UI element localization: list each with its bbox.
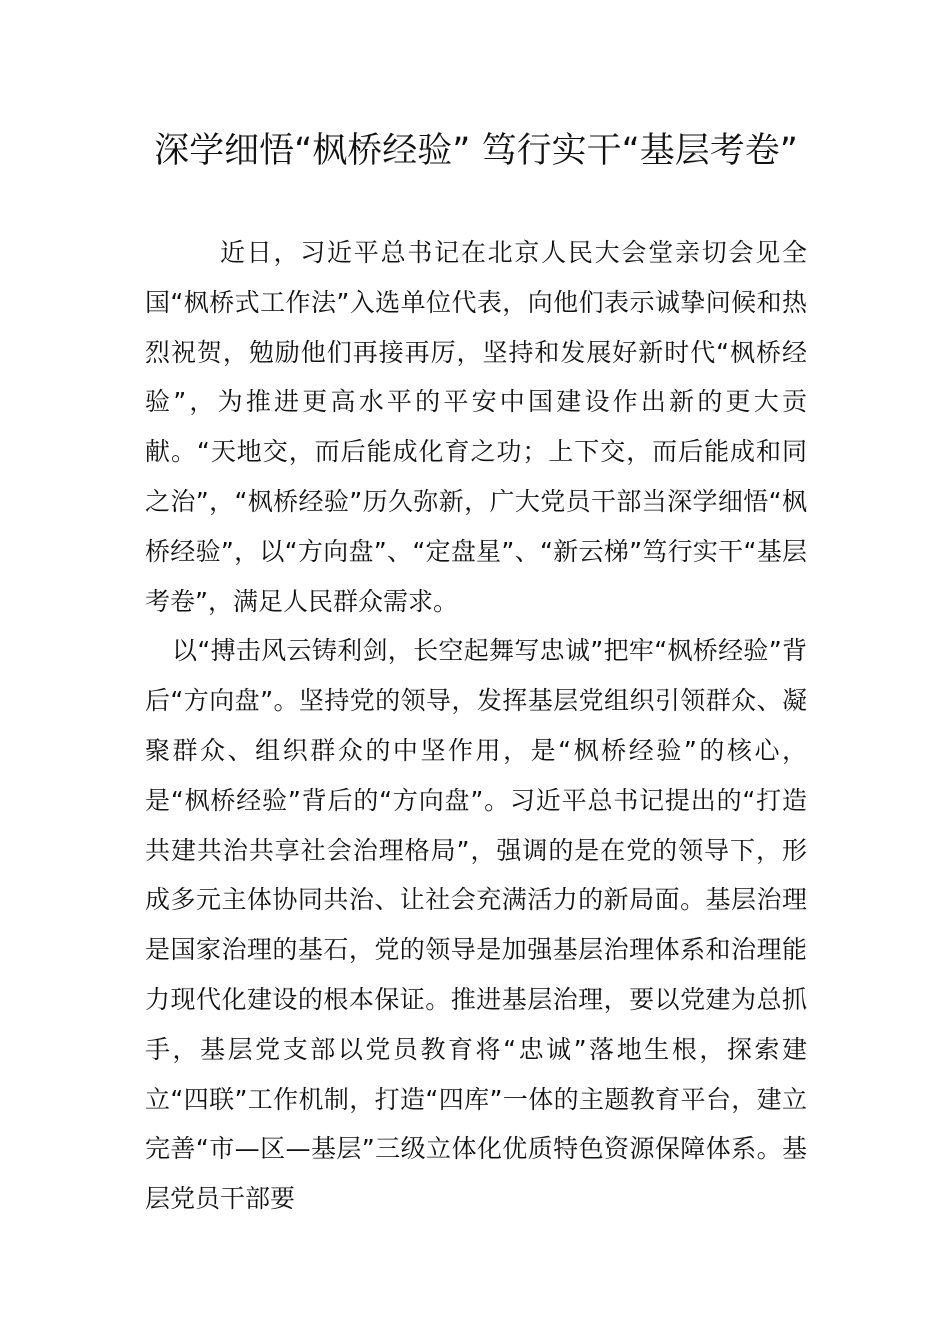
paragraph-1: 近日，习近平总书记在北京人民大会堂亲切会见全国“枫桥式工作法”入选单位代表，向他们表示诚挚问候和热烈祝贺，勉励他们再接再厉，坚持和发展好新时代“枫桥经验”，为推进更高水平的平安中国建设作出新的更大贡献。“天地交，而后能成化育之功；上下交，而后能成和同之治”，“枫桥经验”历久弥新，广大党员干部当深学细悟“枫桥经验”，以“方向盘”、“定盘星”、“新云梯”笃行实干“基层考卷”，满足人民群众需求。: [145, 238, 807, 616]
document-title: 深学细悟“枫桥经验” 笃行实干“基层考卷”: [154, 131, 798, 171]
document-body: [145, 228, 807, 1224]
paragraph-2: 以“搏击风云铸利剑，长空起舞写忠诚”把牢“枫桥经验”背后“方向盘”。坚持党的领导，发挥基层党组织引领群众、凝聚群众、组织群众的中坚作用，是“枫桥经验”的核心，是“枫桥经验”背后的“方向盘”。习近平总书记提出的“打造共建共治共享社会治理格局”，强调的是在党的领导下，形成多元主体协同共治、让社会充满活力的新局面。基层治理是国家治理的基石，党的领导是加强基层治理体系和治理能力现代化建设的根本保证。推进基层治理，要以党建为总抓手，基层党支部以党员教育将“忠诚”落地生根，探索建立“四联”工作机制，打造“四库”一体的主题教育平台，建立完善“市—区—基层”三级立体化优质特色资源保障体系。基层党员干部要: [145, 636, 807, 1214]
